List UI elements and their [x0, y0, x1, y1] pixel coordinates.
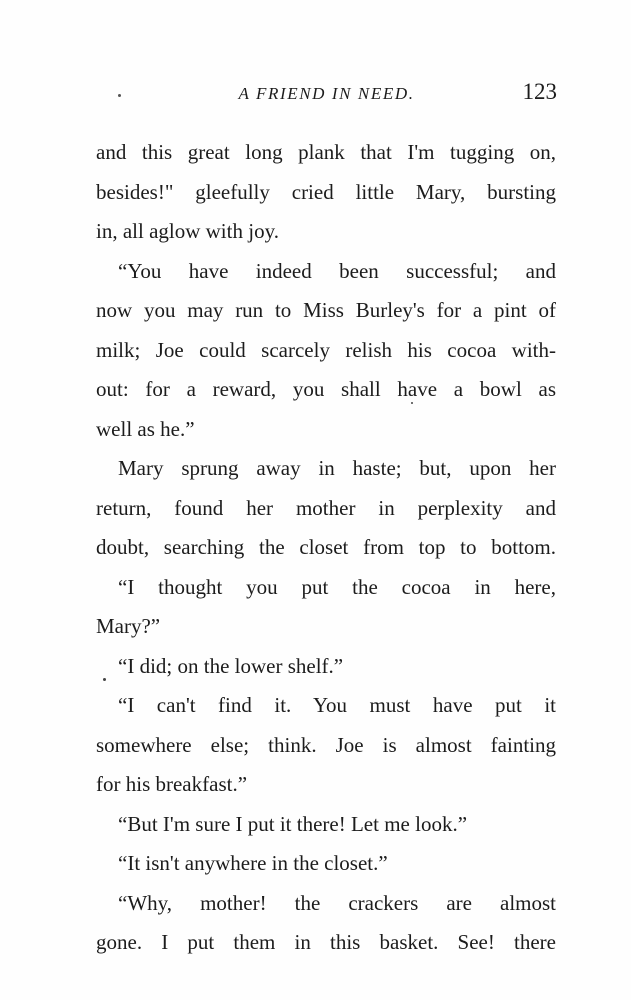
text-line: “I did; on the lower shelf.”: [118, 653, 344, 678]
text-line: somewhere else; think. Joe is almost fainting: [96, 732, 556, 757]
text-line: for his breakfast.”: [96, 772, 248, 796]
text-line: out: for a reward, you shall have a bowl as: [96, 377, 556, 401]
text-line: “I can't find it. You must have put it: [118, 693, 556, 717]
text-line: “It isn't anywhere in the closet.”: [118, 851, 388, 875]
text-line: Mary?”: [96, 614, 161, 638]
text-line: well as he.”: [96, 416, 195, 441]
text-line: milk; Joe could scarcely relish his cocoa with-: [96, 337, 556, 362]
text-line: “Why, mother! the crackers are almost: [118, 890, 556, 915]
text-line: besides!" gleefully cried little Mary, bursting: [96, 179, 556, 204]
text-line: doubt, searching the closet from top to bottom.: [96, 535, 556, 559]
text-line: Mary sprung away in haste; but, upon her: [118, 456, 556, 480]
body-text: [96, 133, 556, 963]
chapter-title: A FRIEND IN NEED.: [238, 84, 415, 103]
running-header: [96, 78, 557, 114]
text-line: “I thought you put the cocoa in here,: [118, 574, 556, 599]
text-line: in, all aglow with joy.: [96, 219, 279, 243]
text-line: now you may run to Miss Burley's for a pint of: [96, 298, 556, 322]
text-line: “You have indeed been successful; and: [118, 258, 556, 283]
text-line: “But I'm sure I put it there! Let me look.”: [118, 811, 468, 836]
speck-mark: [103, 678, 106, 681]
text-line: and this great long plank that I'm tugging on,: [96, 140, 556, 164]
text-line: return, found her mother in perplexity and: [96, 495, 556, 520]
text-line: gone. I put them in this basket. See! there: [96, 930, 556, 954]
speck-mark: [411, 402, 413, 404]
page-number: 123: [522, 79, 557, 104]
